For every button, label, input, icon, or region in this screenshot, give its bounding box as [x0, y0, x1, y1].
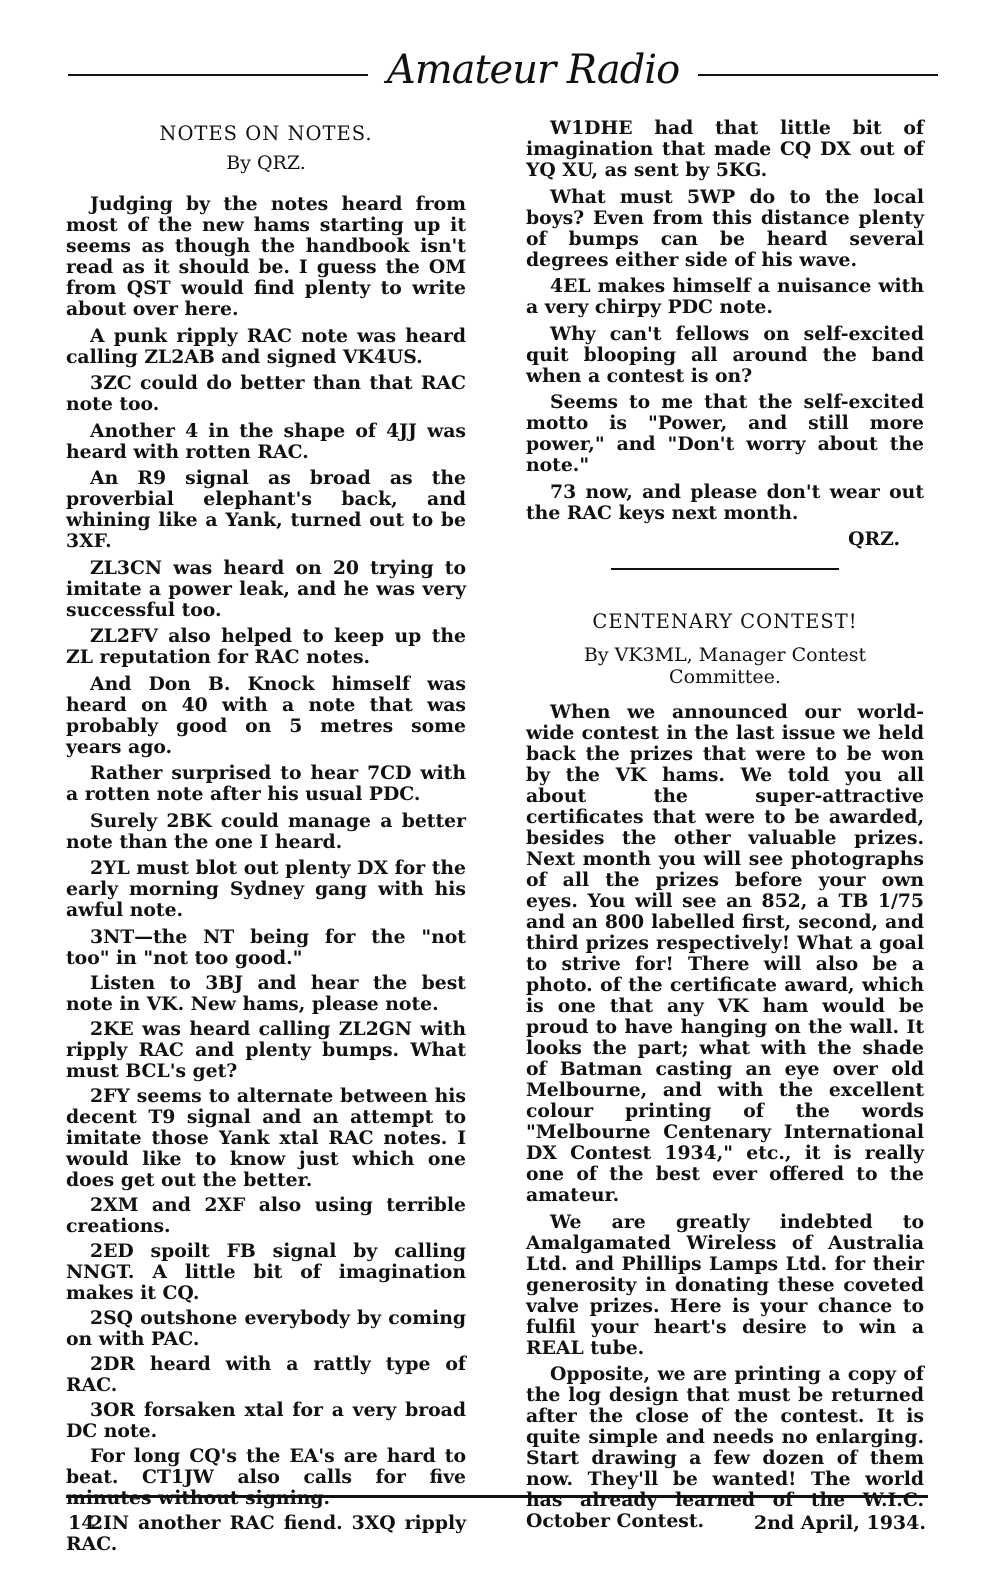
notes-paragraph: 2IN another RAC fiend. 3XQ ripply RAC.	[66, 1511, 466, 1555]
notes-paragraph: A punk ripply RAC note was heard calling ZL2AB and signed VK4US.	[66, 324, 466, 368]
notes-paragraph: And Don B. Knock himself was heard on 40 with a note that was probably good on 5 metres some years ago.	[66, 672, 466, 758]
contest-byline: By VK3ML, Manager Contest Committee.	[583, 644, 867, 688]
notes-paragraph: 3NT—the NT being for the "not too" in "not too good."	[66, 925, 466, 969]
right-column	[526, 118, 924, 1538]
notes-paragraph: 3ZC could do better than that RAC note too.	[66, 372, 466, 415]
contest-heading: CENTENARY CONTEST!	[592, 610, 858, 633]
notes-paragraph: 3OR forsaken xtal for a very broad DC note.	[66, 1398, 466, 1442]
notes-paragraph: 2SQ outshone everybody by coming on with PAC.	[66, 1306, 466, 1350]
masthead-rule-right	[698, 74, 938, 76]
footer-rule	[66, 1495, 928, 1498]
contest-paragraph: Opposite, we are printing a copy of the log design that must be returned after the close of the contest. It is quite simple and needs no enlarging. Start drawing a few dozen of them now. They'll be wanted! The world has already learned of the W.I.C. October Contest.	[526, 1363, 924, 1532]
notes-paragraph: ZL3CN was heard on 20 trying to imitate a power leak, and he was very successful too.	[66, 556, 466, 621]
notes-paragraph: Judging by the notes heard from most of the new hams starting up it seems as though the handbook isn't read as it should be. I guess the OM from QST would find plenty to write about over here.	[66, 193, 466, 320]
notes-paragraph: ZL2FV also helped to keep up the ZL reputation for RAC notes.	[66, 625, 466, 668]
section-divider	[611, 568, 839, 570]
notes-paragraph: W1DHE had that little bit of imagination that made CQ DX out of YQ XU, as sent by 5KG.	[526, 117, 924, 181]
notes-paragraph: 73 now, and please don't wear out the RAC keys next month.	[526, 480, 924, 524]
notes-paragraph: An R9 signal as broad as the proverbial elephant's back, and whining like a Yank, turned out to be 3XF.	[66, 467, 466, 552]
notes-byline: By QRZ.	[226, 152, 306, 174]
notes-paragraph: 2YL must blot out plenty DX for the early morning Sydney gang with his awful note.	[66, 857, 466, 921]
notes-paragraph: 2XM and 2XF also using terrible creations.	[66, 1193, 466, 1237]
notes-paragraph: 2FY seems to alternate between his decent T9 signal and an attempt to imitate those Yank xtal RAC notes. I would like to know just which one does get out the better.	[66, 1084, 466, 1191]
notes-paragraph: 2ED spoilt FB signal by calling NNGT. A little bit of imagination makes it CQ.	[66, 1239, 466, 1304]
page-number: 14	[68, 1512, 95, 1534]
notes-heading: NOTES ON NOTES.	[159, 122, 373, 145]
notes-paragraph: Rather surprised to hear 7CD with a rotten note after his usual PDC.	[66, 762, 466, 805]
issue-date: 2nd April, 1934.	[753, 1512, 926, 1534]
notes-paragraph: Why can't fellows on self-excited quit blooping all around the band when a contest is on?	[526, 322, 924, 387]
contest-paragraph: When we announced our world-wide contest in the last issue we held back the prizes that were to be won by the VK hams. We told you all about the super-attractive certificates that were to be awarded, besides the other valuable prizes. Next month you will see photographs of all the prizes before your own eyes. You will see an 852, a TB 1/75 and an 800 labelled first, second, and third prizes respectively! What a goal to strive for! There will also be a photo. of the certificate award, which is one that any VK ham would be proud to have hanging on the wall. It looks the part; what with the shade of Batman casting an eye over old Melbourne, and with the excellent colour printing of the words "Melbourne Centenary International DX Contest 1934," etc., it is really one of the best ever offered to the amateur.	[526, 701, 924, 1206]
notes-paragraph: 2KE was heard calling ZL2GN with ripply RAC and plenty bumps. What must BCL's get?	[66, 1017, 466, 1082]
notes-paragraph: 2DR heard with a rattly type of RAC.	[66, 1352, 466, 1396]
left-column	[66, 118, 466, 1559]
notes-paragraph: 4EL makes himself a nuisance with a very chirpy PDC note.	[526, 275, 924, 318]
notes-paragraph: Seems to me that the self-excited motto is "Power, and still more power," and "Don't worry about the note."	[526, 391, 924, 476]
notes-paragraph: Another 4 in the shape of 4JJ was heard with rotten RAC.	[66, 419, 466, 463]
notes-paragraph: Listen to 3BJ and hear the best note in VK. New hams, please note.	[66, 971, 466, 1015]
masthead-title: Amateur Radio	[386, 47, 680, 93]
masthead	[68, 42, 930, 98]
masthead-rule-left	[68, 74, 368, 76]
contest-paragraph: We are greatly indebted to Amalgamated Wireless of Australia Ltd. and Phillips Lamps Ltd. for their generosity in donating these coveted valve prizes. Here is your chance to fulfil your heart's desire to win a REAL tube.	[526, 1210, 924, 1359]
notes-paragraph: Surely 2BK could manage a better note than the one I heard.	[66, 809, 466, 853]
notes-paragraph: What must 5WP do to the local boys? Even from this distance plenty of bumps can be heard several degrees either side of his wave.	[526, 185, 924, 271]
notes-signoff: QRZ.	[848, 528, 900, 550]
notes-paragraph: For long CQ's the EA's are hard to beat. CT1JW also calls for five minutes without signing.	[66, 1444, 466, 1509]
